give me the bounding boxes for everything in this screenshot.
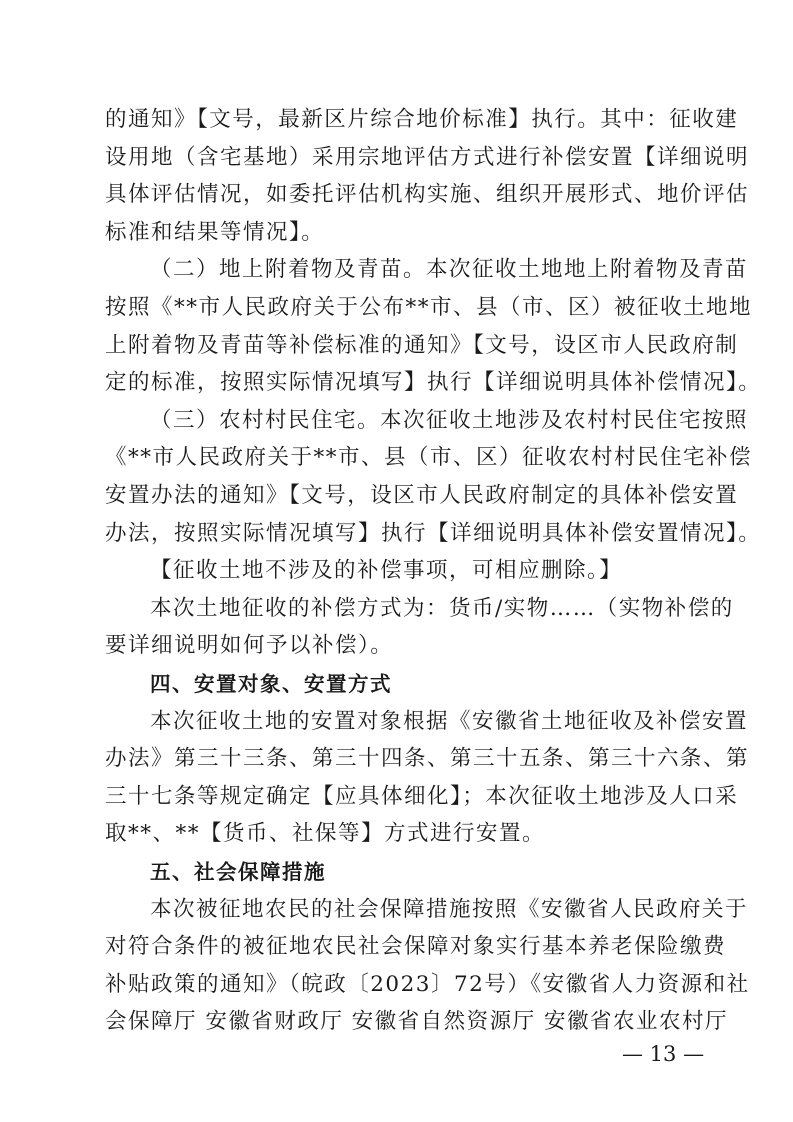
text-line: 本次土地征收的补偿方式为：货币/实物……（实物补偿的: [150, 596, 734, 621]
text-line: 对符合条件的被征地农民社会保障对象实行基本养老保险缴费: [105, 934, 727, 959]
text-line: 会保障厅 安徽省财政厅 安徽省自然资源厅 安徽省农业农村厅: [105, 1009, 729, 1034]
text-line: 补贴政策的通知》（皖政〔2023〕72号）《安徽省人力资源和社: [105, 972, 750, 997]
text-line: 的通知》【文号，最新区片综合地价标准】执行。其中：征收建: [105, 107, 739, 132]
text-line: 标准和结果等情况】。: [105, 220, 325, 245]
section-heading: 五、社会保障措施: [150, 860, 326, 884]
text-line: （二）地上附着物及青苗。本次征收土地地上附着物及青苗: [150, 257, 749, 282]
text-line: （三）农村村民住宅。本次征收土地涉及农村村民住宅按照: [150, 408, 749, 433]
text-line: 设用地（含宅基地）采用宗地评估方式进行补偿安置【详细说明: [105, 145, 750, 170]
text-line: 本次征收土地的安置对象根据《安徽省土地征收及补偿安置: [150, 709, 749, 734]
text-line: 按照《**市人民政府关于公布**市、县（市、区）被征收土地地: [105, 295, 753, 320]
text-line: 定的标准，按照实际情况填写】执行【详细说明具体补偿情况】。: [105, 370, 762, 395]
text-line: 取**、**【货币、社保等】方式进行安置。: [105, 821, 546, 846]
text-line: 《**市人民政府关于**市、县（市、区）征收农村村民住宅补偿: [105, 445, 753, 470]
text-line: 具体评估情况，如委托评估机构实施、组织开展形式、地价评估: [105, 182, 750, 207]
text-line: 要详细说明如何予以补偿）。: [105, 633, 394, 658]
text-line: 本次被征地农民的社会保障措施按照《安徽省人民政府关于: [150, 897, 749, 922]
section-heading: 四、安置对象、安置方式: [150, 672, 392, 696]
text-line: 办法》第三十三条、第三十四条、第三十五条、第三十六条、第: [105, 746, 750, 771]
page-number: — 13 —: [622, 1042, 705, 1066]
text-line: 【征收土地不涉及的补偿事项，可相应删除。】: [150, 558, 623, 583]
text-line: 办法，按照实际情况填写】执行【详细说明具体补偿安置情况】。: [105, 521, 762, 546]
text-line: 三十七条等规定确定【应具体细化】；本次征收土地涉及人口采: [105, 784, 739, 809]
text-line: 安置办法的通知》【文号，设区市人民政府制定的具体补偿安置: [105, 483, 739, 508]
text-line: 上附着物及青苗等补偿标准的通知》【文号，设区市人民政府制: [105, 333, 739, 358]
